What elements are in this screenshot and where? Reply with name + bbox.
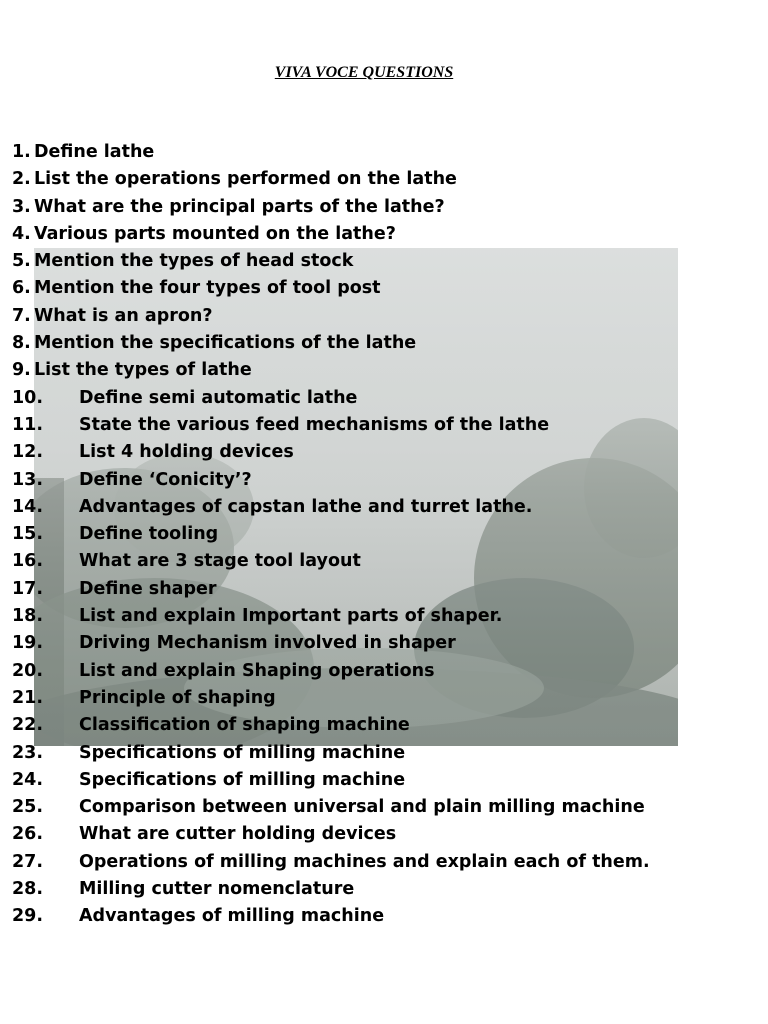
question-item [12,412,650,439]
question-number: 4. [12,223,31,244]
question-item [12,467,650,494]
question-item [12,876,650,903]
question-text: Operations of milling machines and explain each of them. [79,851,650,872]
question-item [12,221,650,248]
question-number: 14. [12,496,44,517]
question-text: Various parts mounted on the lathe? [34,223,396,244]
question-number: 11. [12,414,44,435]
question-text: Milling cutter nomenclature [79,879,355,900]
question-number: 8. [12,333,31,354]
question-text: Specifications of milling machine [79,742,406,763]
question-text: Advantages of capstan lathe and turret lathe. [79,496,533,517]
question-item [12,658,650,685]
question-item [12,275,650,302]
question-text: What are 3 stage tool layout [79,551,361,572]
question-text: Specifications of milling machine [79,769,406,790]
question-item [12,494,650,521]
question-item [12,330,650,357]
question-item [12,439,650,466]
question-item [12,712,650,739]
question-number: 16. [12,551,44,572]
question-text: Comparison between universal and plain milling machine [79,797,645,818]
question-number: 22. [12,715,44,736]
question-text: What are the principal parts of the lathe? [34,196,445,217]
question-text: Driving Mechanism involved in shaper [79,633,456,654]
question-number: 25. [12,797,44,818]
question-item [12,139,650,166]
question-item [12,603,650,630]
question-item [12,849,650,876]
question-number: 26. [12,824,44,845]
question-text: Classification of shaping machine [79,715,410,736]
question-item [12,521,650,548]
question-item [12,248,650,275]
question-item [12,194,650,221]
question-text: Principle of shaping [79,687,276,708]
question-text: Define lathe [34,142,155,162]
question-text: List and explain Important parts of shaper. [79,606,503,627]
question-item [12,548,650,575]
question-number: 13. [12,469,44,490]
question-text: Mention the four types of tool post [34,278,381,299]
question-text: List the types of lathe [34,360,252,381]
question-number: 2. [12,169,31,190]
question-text: Define tooling [79,524,219,545]
question-text: Mention the types of head stock [34,251,354,272]
question-item [12,821,650,848]
question-number: 24. [12,769,44,790]
question-text: Advantages of milling machine [79,906,385,927]
question-item [12,303,650,330]
question-text: What is an apron? [34,305,213,326]
question-text: Define shaper [79,578,217,599]
question-text: List 4 holding devices [79,442,294,463]
question-item [12,576,650,603]
question-text: Define semi automatic lathe [79,387,358,408]
question-number: 6. [12,278,31,299]
question-number: 15. [12,524,44,545]
question-item [12,794,650,821]
question-number: 21. [12,687,44,708]
question-number: 7. [12,305,31,326]
question-item [12,767,650,794]
question-number: 9. [12,360,31,381]
question-text: What are cutter holding devices [79,824,397,845]
question-item [12,740,650,767]
question-item [12,385,650,412]
question-number: 27. [12,851,44,872]
question-number: 17. [12,578,44,599]
question-item [12,685,650,712]
question-number: 12. [12,442,44,463]
question-number: 1. [12,142,31,162]
document-title: VIVA VOCE QUESTIONS [274,64,454,81]
question-item [12,357,650,384]
question-item [12,166,650,193]
question-item [12,630,650,657]
question-item [12,903,650,930]
question-number: 28. [12,879,44,900]
question-number: 18. [12,606,44,627]
question-number: 10. [12,387,44,408]
question-number: 3. [12,196,31,217]
question-text: Mention the specifications of the lathe [34,333,417,354]
question-text: List and explain Shaping operations [79,660,435,681]
question-text: Define ‘Conicity’? [79,469,252,490]
question-number: 23. [12,742,44,763]
question-number: 29. [12,906,44,927]
question-number: 19. [12,633,44,654]
question-list [12,139,650,931]
question-number: 20. [12,660,44,681]
question-number: 5. [12,251,31,272]
question-text: State the various feed mechanisms of the lathe [79,414,550,435]
question-text: List the operations performed on the lathe [34,169,457,190]
